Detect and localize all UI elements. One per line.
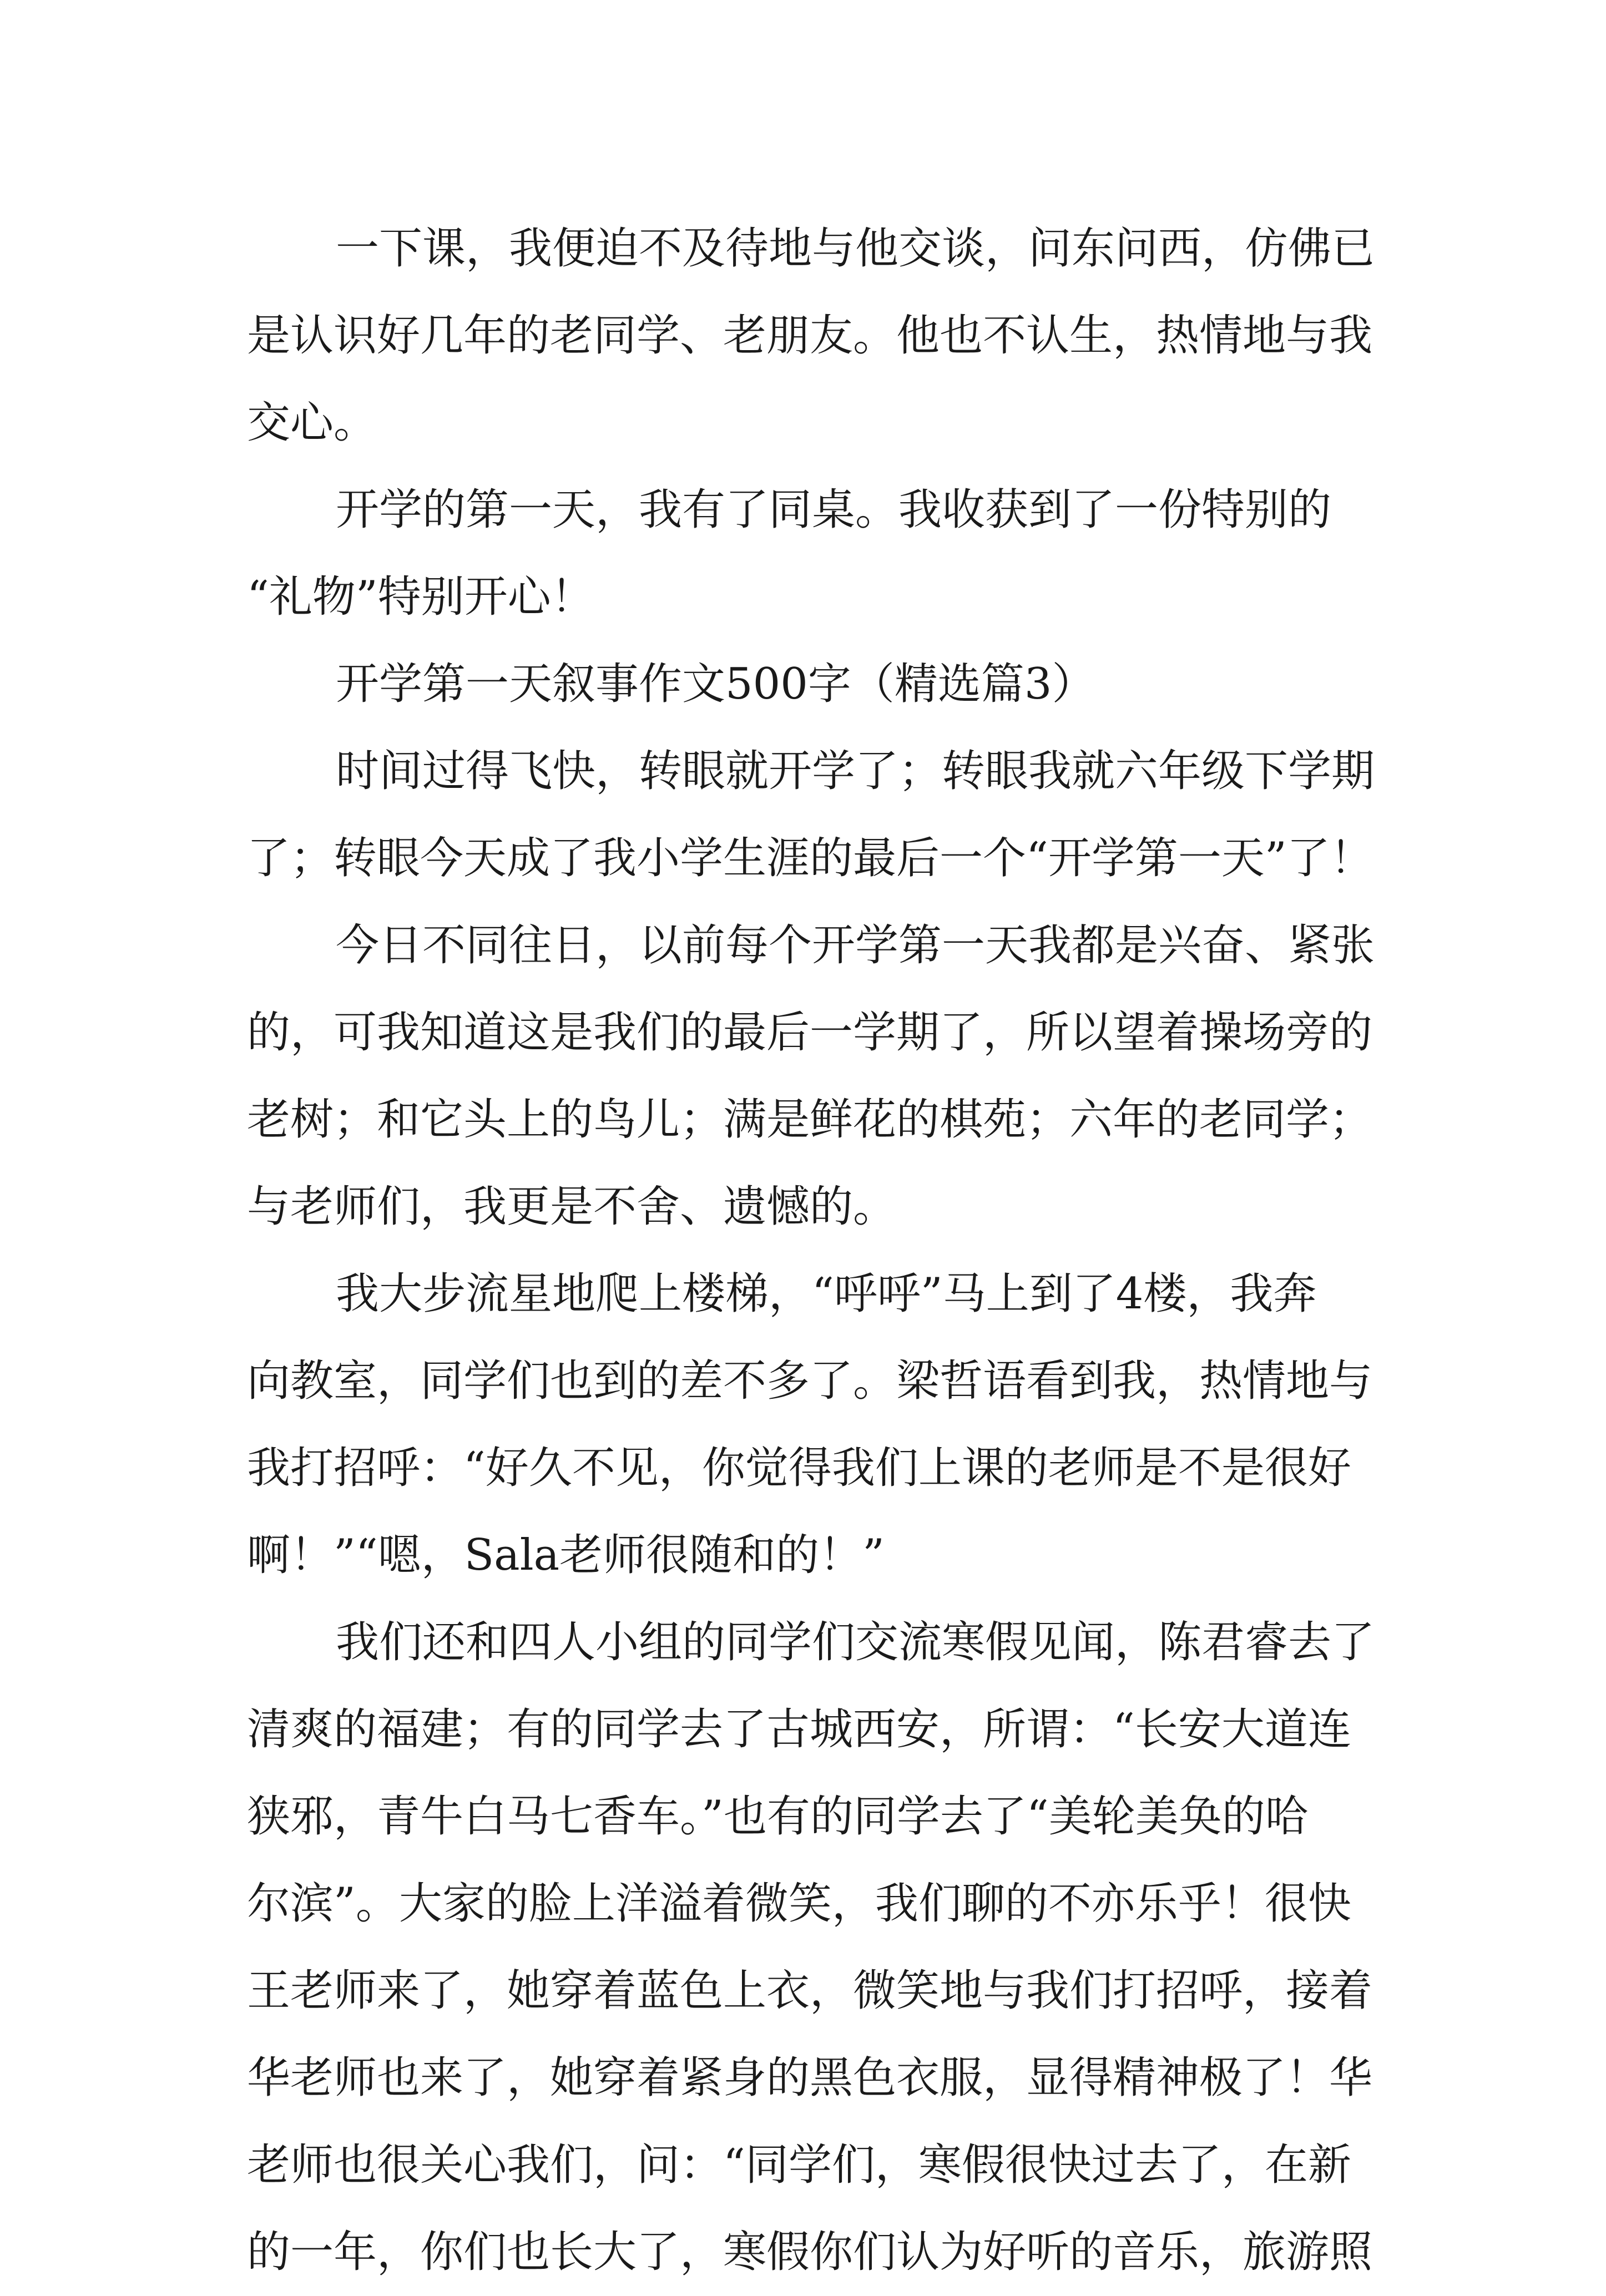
- text-line: “礼物”特别开心！: [247, 572, 594, 622]
- text-line: 的一年，你们也长大了，寒假你们认为好听的音乐，旅游照: [247, 2227, 1373, 2277]
- text-line: 与老师们，我更是不舍、遗憾的。: [247, 1182, 897, 1232]
- text-line: 我大步流星地爬上楼梯，“呼呼”马上到了4楼，我奔: [336, 1269, 1317, 1319]
- text-line: 我们还和四人小组的同学们交流寒假见闻，陈君睿去了: [336, 1617, 1375, 1667]
- text-line: 啊！”“嗯，Sala老师很随和的！”: [247, 1530, 885, 1580]
- text-line: 老树；和它头上的鸟儿；满是鲜花的棋苑；六年的老同学；: [247, 1095, 1373, 1145]
- text-line: 狭邪，青牛白马七香车。”也有的同学去了“美轮美奂的哈: [247, 1792, 1309, 1842]
- text-line: 的，可我知道这是我们的最后一学期了，所以望着操场旁的: [247, 1008, 1373, 1058]
- text-line: 清爽的福建；有的同学去了古城西安，所谓：“长安大道连: [247, 1705, 1351, 1754]
- text-line: 开学的第一天，我有了同桌。我收获到了一份特别的: [336, 485, 1332, 535]
- text-line: 是认识好几年的老同学、老朋友。他也不认生，热情地与我: [247, 311, 1373, 361]
- text-line: 了；转眼今天成了我小学生涯的最后一个“开学第一天”了！: [247, 833, 1373, 883]
- text-line: 老师也很关心我们，问：“同学们，寒假很快过去了，在新: [247, 2140, 1351, 2190]
- text-line: 华老师也来了，她穿着紧身的黑色衣服，显得精神极了！华: [247, 2053, 1373, 2103]
- section-heading: 开学第一天叙事作文500字（精选篇3）: [336, 659, 1095, 709]
- text-line: 向教室，同学们也到的差不多了。梁哲语看到我，热情地与: [247, 1356, 1373, 1406]
- text-line: 王老师来了，她穿着蓝色上衣，微笑地与我们打招呼，接着: [247, 1966, 1373, 2016]
- text-line: 尔滨”。大家的脸上洋溢着微笑，我们聊的不亦乐乎！很快: [247, 1879, 1351, 1929]
- text-line: 交心。: [247, 398, 377, 448]
- text-line: 我打招呼：“好久不见，你觉得我们上课的老师是不是很好: [247, 1443, 1351, 1493]
- text-line: 时间过得飞快，转眼就开学了；转眼我就六年级下学期: [336, 746, 1375, 796]
- text-line: 今日不同往日，以前每个开学第一天我都是兴奋、紧张: [336, 921, 1375, 970]
- text-line: 一下课，我便迫不及待地与他交谈，问东问西，仿佛已: [336, 224, 1375, 274]
- essay-body: [247, 205, 1379, 2296]
